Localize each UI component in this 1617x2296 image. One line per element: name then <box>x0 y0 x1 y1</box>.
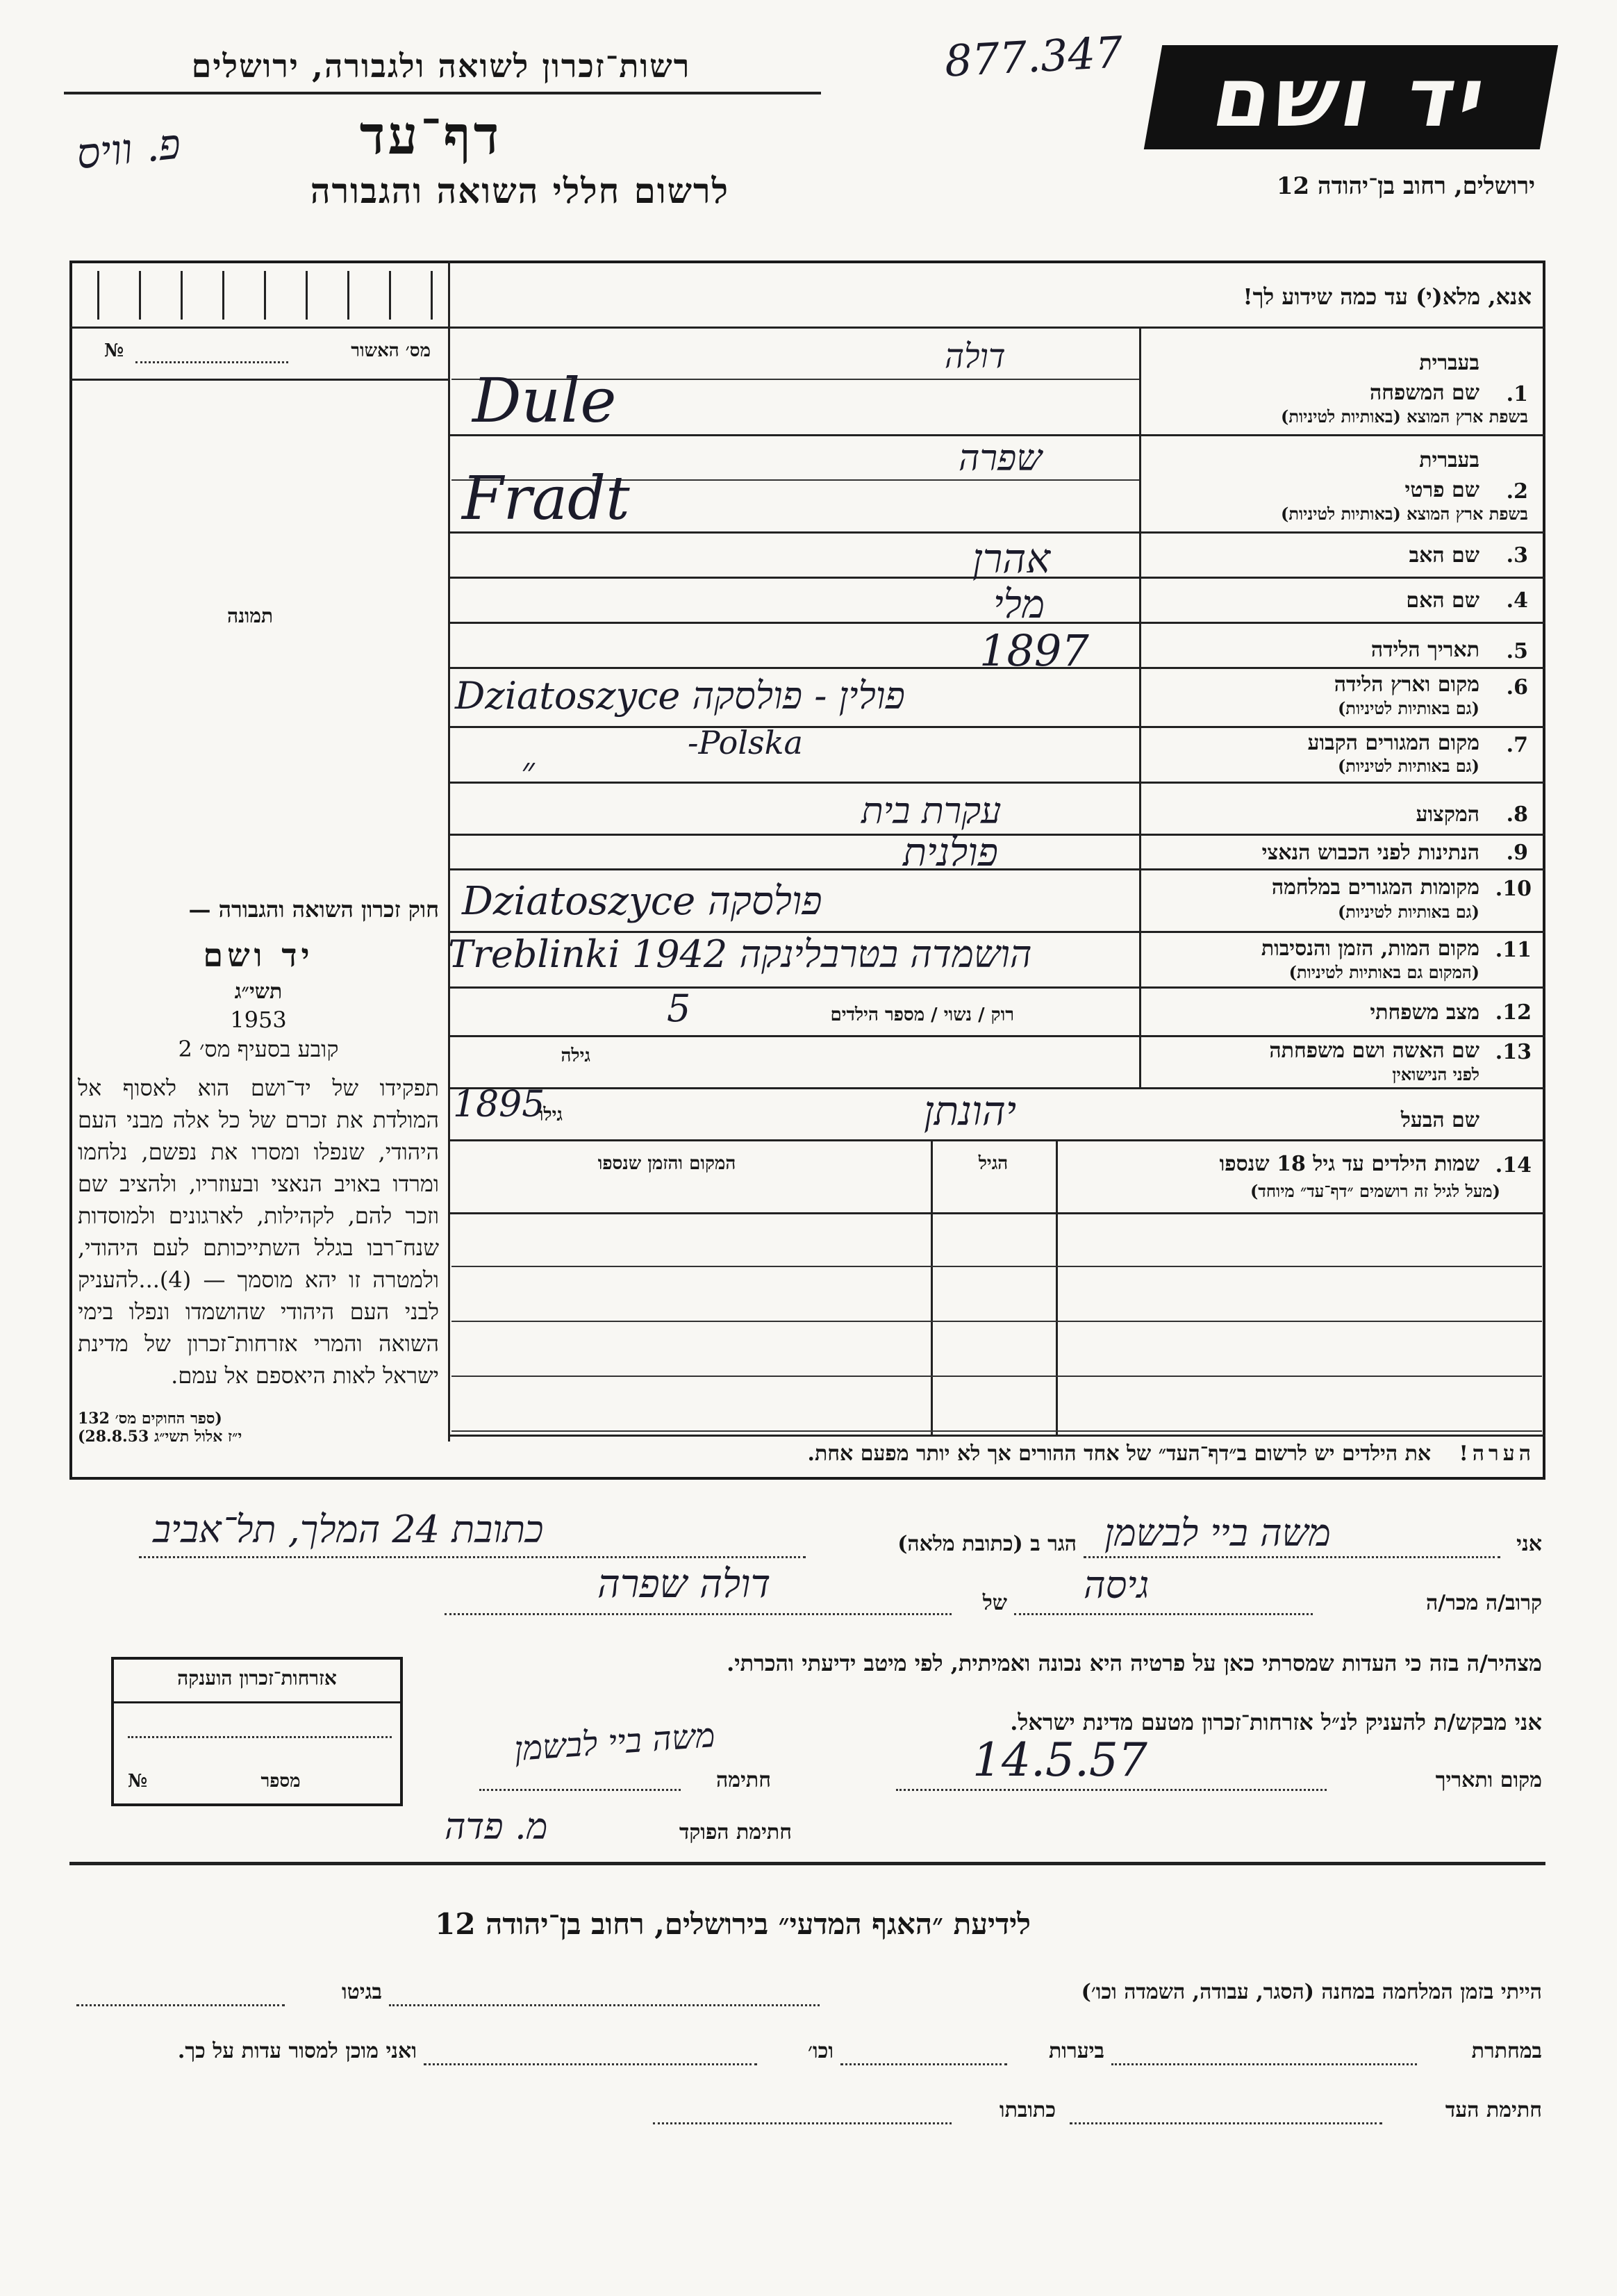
profession-value: עקרת בית <box>861 791 1002 832</box>
citizenship-line <box>128 1736 392 1738</box>
field-5-number: 5. <box>1506 639 1528 663</box>
of-person-line <box>445 1613 952 1615</box>
tick-boxes <box>97 271 445 320</box>
law-ref-2: י״ז אלול תשי״ג 28.8.53) <box>78 1428 242 1446</box>
label-column-divider <box>1139 327 1141 1087</box>
col-age-header: הגיל <box>978 1153 1009 1174</box>
file-number: 877.347 <box>943 26 1125 87</box>
field-1-number: 1. <box>1506 382 1528 406</box>
law-year-he: תשי״ג <box>234 980 283 1004</box>
sidebar-rule <box>69 379 448 381</box>
intro-text: אנא, מלא(י) עד כמה שידוע לך! <box>1243 283 1532 310</box>
field-12-number: 12. <box>1495 1000 1532 1025</box>
footer-line2-d: ואני מוכן למסור עדות על כך. <box>177 2039 417 2063</box>
place-date-line <box>896 1789 1327 1791</box>
declarant-value: משה ביי לבשמן <box>1104 1511 1331 1555</box>
citizenship-number-sign: № <box>128 1771 148 1792</box>
children-count-value: 5 <box>667 986 691 1030</box>
children-rows <box>451 1212 1542 1435</box>
address-line <box>139 1556 806 1558</box>
field-1-sublabel: בשפת ארץ המוצא (באותיות לטיניות) <box>1281 406 1528 427</box>
husband-name-value: יהונתן <box>924 1087 1017 1134</box>
nationality-value: פולנית <box>903 830 998 875</box>
officer-signature-label: חתימת הפוקד <box>679 1820 792 1844</box>
footer-title: לידיעת ״האגף המדעי״ בירושלים, רחוב בן־יהודה 12 <box>435 1907 1031 1941</box>
field-9-number: 9. <box>1506 841 1528 865</box>
field-7-number: 7. <box>1506 733 1528 757</box>
birth-year-value: 1897 <box>979 625 1089 676</box>
yad-vashem-logo <box>1144 45 1558 149</box>
husband-age-value: 1895 <box>453 1084 545 1125</box>
birth-place-value: Dziatoszyce פולין - פולסקה <box>455 674 905 718</box>
footer-line2-fill-2 <box>840 2063 1007 2065</box>
field-2-label: שם פרטי <box>1404 478 1479 502</box>
law-ref-1: (ספר החוקים מס׳ 132 <box>78 1410 222 1428</box>
field-14-sublabel: (מעל לגיל זה רושמים ״דף־עד״ מיוחד) <box>1250 1181 1500 1201</box>
form-title: דף־עד <box>359 104 502 166</box>
footer-line3-b: כתובתו <box>999 2098 1056 2122</box>
law-title: חוק זכרון השואה והגבורה — <box>188 896 439 923</box>
field-6-sublabel: (גם באותיות לטיניות) <box>1337 698 1479 718</box>
place-date-label: מקום ותאריך <box>1435 1768 1542 1792</box>
field-12-options: רוק / נשוי / מספר הילדים <box>830 1005 1014 1025</box>
field-10-sublabel: (גם באותיות לטיניות) <box>1337 902 1479 922</box>
law-year: 1953 <box>230 1007 287 1033</box>
signature-line <box>479 1789 681 1791</box>
field-11-number: 11. <box>1495 938 1532 962</box>
field-14-number: 14. <box>1495 1153 1532 1178</box>
field-4-number: 4. <box>1506 588 1528 613</box>
husband-label: שם הבעל <box>1400 1108 1479 1132</box>
field-10-number: 10. <box>1495 877 1532 901</box>
field-11-label: מקום המות, הזמן והנסיבות <box>1261 936 1479 961</box>
field-2-sublabel: בשפת ארץ המוצא (באותיות לטיניות) <box>1281 504 1528 524</box>
field-12-label: מצב משפחתי <box>1370 1000 1479 1025</box>
declaration-bottom-rule <box>69 1862 1545 1865</box>
footer-line3-fill <box>1070 2122 1382 2124</box>
field-13-sublabel: לפני הנישואין <box>1392 1064 1479 1084</box>
rule <box>448 986 1545 989</box>
surname-latin-value: Dule <box>472 365 617 436</box>
field-8-number: 8. <box>1506 802 1528 827</box>
death-place-value: Treblinki 1942 הושמדה בטרבלינקה <box>448 932 1032 976</box>
footer-line2-c: וכו׳ <box>808 2039 834 2063</box>
footer-line1-b: בגיטו <box>341 1980 382 2004</box>
officer-signature-value: מ. פדה <box>445 1806 548 1848</box>
resides-label: הגר ב (כתובת מלאה) <box>897 1532 1077 1556</box>
law-name: יד ושם <box>203 936 314 974</box>
of-person-value: דולה שפרה <box>597 1562 771 1607</box>
footer-line3-a: חתימת העד <box>1445 2098 1542 2122</box>
mother-name-value: מלי <box>993 582 1045 627</box>
field-14-label: שמות הילדים עד גיל 18 שנספו <box>1219 1152 1479 1176</box>
footer-line1-a: הייתי בזמן המלחמה במחנה (הסגר, עבודה, השמדה וכו׳) <box>1081 1980 1542 2004</box>
age-label: גילה <box>561 1046 590 1066</box>
footer-line1-fill-2 <box>76 2004 285 2006</box>
his-age-label: גילו <box>538 1105 563 1125</box>
in-hebrew-label-1: בעברית <box>1419 351 1479 375</box>
field-13-label: שם האשה ושם משפחתה <box>1269 1039 1479 1063</box>
rule <box>448 1139 1545 1141</box>
father-name-value: אהרן <box>972 535 1051 582</box>
field-3-number: 3. <box>1506 543 1528 568</box>
place-date-value: 14.5.57 <box>972 1733 1147 1787</box>
field-6-number: 6. <box>1506 675 1528 700</box>
field-7-label: מקום המגורים הקבוע <box>1307 731 1479 755</box>
field-1-label: שם המשפחה <box>1369 381 1479 405</box>
photo-box <box>76 389 441 868</box>
form-subtitle: לרשום חללי השואה והגבורה <box>310 170 729 211</box>
footer-line1-fill <box>389 2004 820 2006</box>
field-5-label: תאריך הלידה <box>1370 638 1479 662</box>
surname-hebrew-value: דולה <box>945 337 1006 376</box>
citizenship-box <box>111 1657 403 1806</box>
authority-line: רשות־זכרון לשואה ולגבורה, ירושלים <box>191 47 691 85</box>
declarant-i-label: אני <box>1516 1532 1542 1556</box>
field-7-sublabel: (גם באותיות לטיניות) <box>1337 756 1479 776</box>
first-name-latin-value: Fradt <box>462 464 630 534</box>
relation-value: גיסה <box>1084 1563 1150 1607</box>
address-value: כתובת 24 המלך, תל־אביב <box>153 1508 544 1551</box>
signature-value: משה ביי לבשמן <box>513 1715 717 1769</box>
residence-value: ״ <box>521 750 535 792</box>
citizenship-box-title: אזרחות־זכרון הוענקה <box>114 1660 400 1703</box>
field-4-label: שם האם <box>1406 588 1479 613</box>
sidebar-divider <box>448 261 450 1442</box>
field-11-sublabel: (המקום גם באותיות לטיניות) <box>1288 962 1479 982</box>
approval-number-line <box>135 361 288 363</box>
citizenship-number-label: מספר <box>260 1771 301 1792</box>
note-row <box>451 1442 1535 1466</box>
field-3-label: שם האב <box>1409 543 1479 568</box>
footer-line2-a: במחתרת <box>1471 2039 1542 2063</box>
law-block <box>78 896 439 1446</box>
photo-label: תמונה <box>226 604 274 627</box>
footer-line3-fill-2 <box>653 2122 952 2124</box>
footer-line2-fill-3 <box>424 2063 757 2065</box>
rule <box>448 1035 1545 1037</box>
header-rule <box>64 92 821 94</box>
declarant-line <box>1084 1556 1500 1558</box>
field-10-label: מקומות המגורים במלחמה <box>1271 875 1479 900</box>
relation-label: קרוב/ה מכר/ה <box>1426 1591 1542 1615</box>
field-2-number: 2. <box>1506 479 1528 504</box>
law-clause: קובע בסעיף מס׳ 2 <box>178 1036 339 1062</box>
header-address: ירושלים, רחוב בן־יהודה 12 <box>1276 172 1535 200</box>
margin-handwritten-note: פ. וויס <box>74 119 183 179</box>
field-13-number: 13. <box>1495 1040 1532 1064</box>
statement-1: מצהיר/ה בזה כי העדות שמסרתי כאן על פרטיה היא נכונה ואמיתית, לפי מיטב ידיעתי והכרתי. <box>727 1650 1542 1676</box>
field-6-label: מקום וארץ הלידה <box>1334 672 1479 697</box>
top-strip-rule <box>69 327 1545 329</box>
field-9-label: הנתינות לפני הכבוש הנאצי <box>1261 841 1479 865</box>
wartime-place-value: Dziatoszyce פולסקה <box>462 879 822 924</box>
in-hebrew-label-2: בעברית <box>1419 448 1479 472</box>
first-name-hebrew-value: שפרה <box>959 438 1043 479</box>
statement-2: אני מבקש/ת להעניק לנ״ל אזרחות־זכרון מטעם מדינת ישראל. <box>1010 1709 1542 1735</box>
logo-text: יד ושם <box>1206 49 1496 145</box>
signature-label: חתימה <box>716 1768 771 1792</box>
note-label: הערה! <box>1459 1442 1535 1466</box>
col-place-time-header: המקום והזמן שנספו <box>597 1153 736 1174</box>
approval-number-sign: № <box>104 340 124 361</box>
of-label: של <box>982 1591 1007 1615</box>
birth-country-value: -Polska <box>688 724 803 761</box>
rule <box>448 726 1545 728</box>
footer-line2-b: ביערות <box>1048 2039 1104 2063</box>
rule <box>448 782 1545 784</box>
field-8-label: המקצוע <box>1416 802 1479 827</box>
note-text: את הילדים יש לרשום ב״דף־העד״ של אחד ההורים אך לא יותר מפעם אחת. <box>807 1442 1432 1466</box>
rule <box>448 1435 1545 1437</box>
footer-line2-fill <box>1111 2063 1417 2065</box>
relation-line <box>1014 1613 1313 1615</box>
law-text: תפקידו של יד־ושם הוא לאסוף אל המולדת את זכרם של כל אלה מבני העם היהודי, שנפלו ומסרו את נפשם, נלחמו ומרדו באויב הנאצי ובעוזריו, ולהציב שם וזכר להם, לקהילות, לארגונים ולמוסדות שנח־רבו בגלל השתייכותם לעם היהודי, ולמטרה זו יהא מוסמך — (4)...להעניק לבני העם היהודי שהושמדו ונפלו בימי השואה והמרי אזרחות־זכרון של מדינת ישראל לאות היאספם אל עמם. <box>78 1075 439 1389</box>
approval-number-label: מס׳ האשור <box>351 340 431 361</box>
